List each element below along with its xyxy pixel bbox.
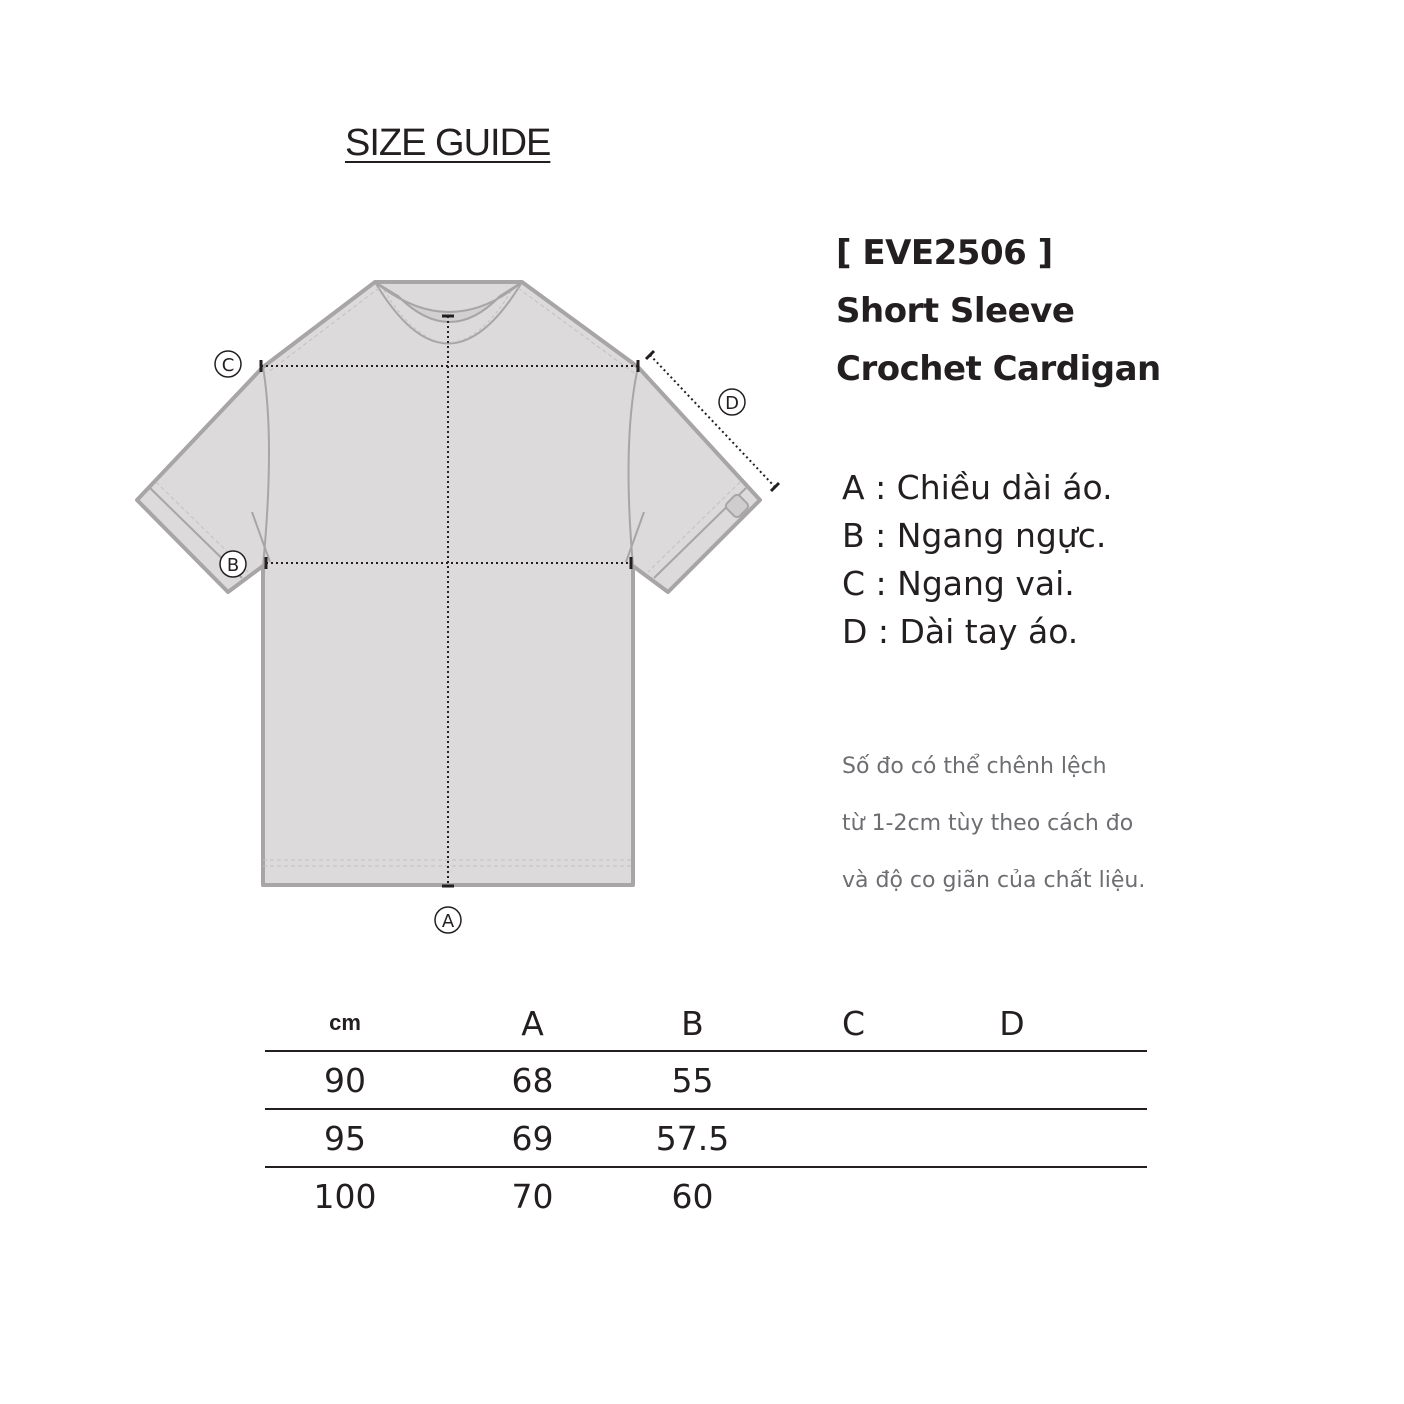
table-cell: 57.5: [655, 1118, 730, 1158]
table-cell: 55: [671, 1060, 714, 1100]
table-row: [265, 1052, 1147, 1110]
marker-c: [215, 351, 241, 377]
table-cell: 60: [671, 1176, 714, 1216]
table-cell: 90: [324, 1060, 366, 1100]
marker-c-label: C: [221, 355, 235, 376]
header-cell-unit: cm: [329, 1010, 361, 1035]
product-name-line2: Crochet Cardigan: [836, 349, 1161, 389]
marker-b-label: B: [226, 555, 240, 576]
note-line: từ 1-2cm tùy theo cách đo: [842, 811, 1134, 836]
measurement-note: [842, 738, 1145, 909]
table-cell: 68: [511, 1060, 554, 1100]
table-cell: 69: [511, 1118, 554, 1158]
header-cell-a: A: [521, 1003, 544, 1043]
table-cell: 95: [324, 1118, 366, 1158]
table-cell: 100: [313, 1176, 377, 1216]
note-line: Số đo có thể chênh lệch: [842, 754, 1107, 779]
table-cell: 70: [511, 1176, 554, 1216]
page-title: SIZE GUIDE: [345, 122, 551, 164]
legend-item-c: C : Ngang vai.: [842, 564, 1075, 603]
size-table: [265, 996, 1147, 1224]
header-cell-c: C: [841, 1003, 866, 1043]
header-cell-b: B: [681, 1003, 704, 1043]
table-header-row: [265, 996, 1147, 1052]
product-info: [836, 224, 1161, 398]
measurement-legend: [842, 464, 1113, 656]
table-row: [265, 1168, 1147, 1224]
product-name-line1: Short Sleeve: [836, 291, 1075, 331]
note-line: và độ co giãn của chất liệu.: [842, 868, 1146, 893]
legend-item-b: B : Ngang ngực.: [842, 516, 1107, 555]
marker-b: [220, 551, 246, 577]
marker-a-label: A: [441, 911, 455, 932]
product-code: [ EVE2506 ]: [836, 233, 1053, 273]
header-cell-d: D: [999, 1003, 1025, 1043]
table-row: [265, 1110, 1147, 1168]
marker-a: [435, 907, 461, 933]
legend-item-a: A : Chiều dài áo.: [842, 468, 1113, 507]
marker-d-label: D: [725, 393, 739, 414]
marker-d: [719, 389, 745, 415]
legend-item-d: D : Dài tay áo.: [842, 612, 1079, 651]
